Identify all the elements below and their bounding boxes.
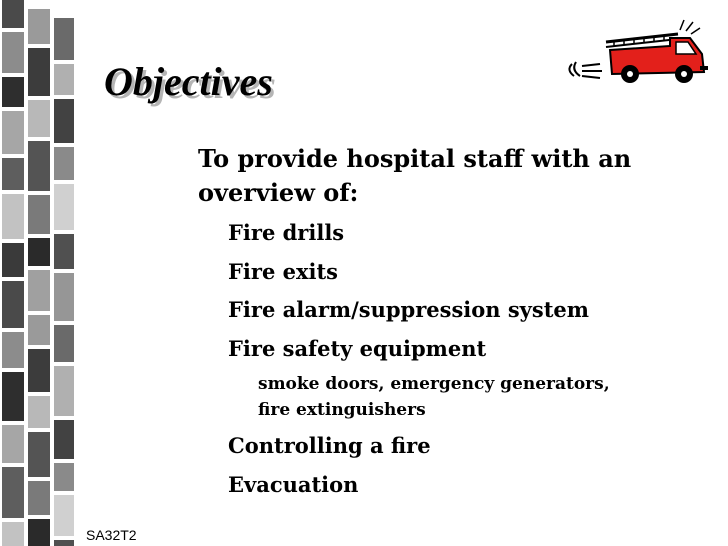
- strip-block: [54, 99, 74, 143]
- strip-block: [28, 432, 50, 477]
- strip-block: [54, 463, 74, 491]
- strip-block: [28, 100, 50, 137]
- strip-block: [54, 325, 74, 362]
- slide-title: Objectives: [104, 59, 273, 104]
- bullet-fire-safety-equipment: Fire safety equipment: [228, 336, 487, 361]
- strip-block: [54, 64, 74, 95]
- slide-footer-code: SA32T2: [86, 527, 137, 543]
- strip-block: [28, 48, 50, 96]
- objective-intro-line-2: overview of:: [198, 178, 359, 207]
- sub-bullet-line-2: fire extinguishers: [258, 400, 426, 420]
- strip-block: [2, 425, 24, 463]
- bullet-fire-exits: Fire exits: [228, 259, 339, 284]
- strip-block: [2, 0, 24, 28]
- bullet-fire-drills: Fire drills: [228, 220, 345, 245]
- strip-block: [2, 332, 24, 368]
- strip-block: [28, 238, 50, 266]
- objective-intro-line-1: To provide hospital staff with an: [198, 144, 632, 173]
- strip-block: [2, 281, 24, 328]
- strip-block: [54, 147, 74, 180]
- strip-block: [28, 9, 50, 44]
- strip-block: [2, 32, 24, 73]
- strip-block: [28, 315, 50, 345]
- bullet-controlling-fire: Controlling a fire: [228, 433, 431, 458]
- strip-block: [28, 481, 50, 515]
- strip-block: [28, 195, 50, 234]
- strip-block: [54, 18, 74, 60]
- strip-block: [2, 243, 24, 277]
- strip-block: [54, 184, 74, 230]
- decorative-left-strip: [0, 0, 78, 546]
- bullet-fire-alarm: Fire alarm/suppression system: [228, 297, 589, 322]
- strip-block: [28, 396, 50, 428]
- strip-block: [28, 519, 50, 546]
- objective-intro: [198, 142, 631, 210]
- strip-block: [2, 194, 24, 239]
- strip-block: [28, 349, 50, 392]
- strip-block: [54, 420, 74, 459]
- fire-truck-icon: [566, 16, 712, 90]
- strip-block: [2, 372, 24, 421]
- strip-block: [2, 158, 24, 190]
- strip-block: [2, 111, 24, 154]
- strip-block: [2, 467, 24, 518]
- strip-block: [2, 522, 24, 546]
- strip-block: [2, 77, 24, 107]
- sub-bullet-line-1: smoke doors, emergency generators,: [258, 374, 610, 394]
- strip-block: [54, 234, 74, 269]
- bullet-evacuation: Evacuation: [228, 472, 359, 497]
- strip-block: [54, 366, 74, 416]
- strip-block: [28, 141, 50, 191]
- strip-block: [28, 270, 50, 311]
- strip-block: [54, 495, 74, 536]
- strip-block: [54, 273, 74, 321]
- strip-block: [54, 540, 74, 546]
